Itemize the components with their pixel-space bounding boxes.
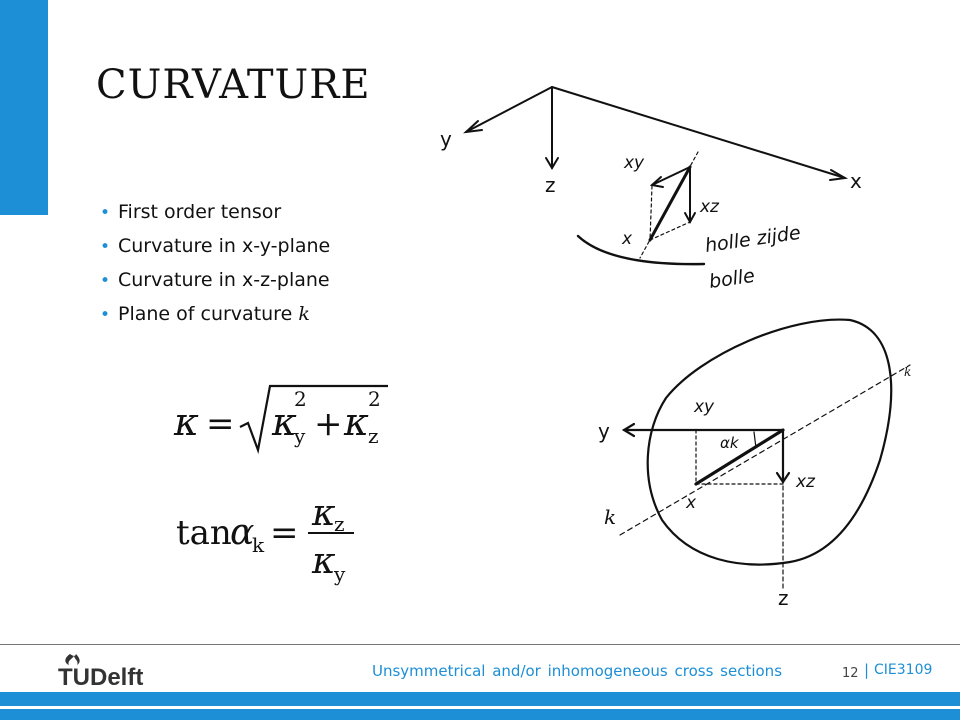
tudelft-logo [58,650,158,690]
axis-z-label: z [545,173,556,197]
formula-kappa: κ [312,541,336,582]
formula-kappa: κ [344,400,369,444]
footer-divider [0,644,960,645]
bottom-sketch-labels [598,365,911,610]
formula-equals: = [270,513,299,553]
x-label: x [622,229,633,249]
bullet-dot-icon: • [100,237,111,257]
formula-equals: = [206,404,235,444]
curvature-sketches [420,70,920,610]
formula-subscript: z [334,512,345,536]
xz-label: xz [796,472,815,492]
xy-label: xy [694,397,715,417]
formula-kappa: κ [312,495,336,534]
bullet-item [100,196,330,230]
concave-side-label: holle zijde [703,221,802,257]
bullet-text: Plane of curvature [118,303,299,325]
accent-bar [0,0,48,215]
bullet-item [100,230,330,264]
convex-side-label: bolle [707,264,757,293]
curvature-magnitude-formula [170,380,410,460]
slide-title: CURVATURE [96,62,371,108]
formula-subscript: y [334,562,346,586]
formula-subscript: y [294,424,306,448]
xy-label: xy [624,153,645,173]
bullet-text: First order tensor [118,201,282,223]
formula-tan: tan [176,513,232,553]
formula-kappa: κ [174,400,199,444]
cross-section-outline [648,320,891,565]
k-line-small-label: k [904,365,912,379]
axis-y-label: y [440,127,452,151]
formula-exponent: 2 [294,387,307,411]
footer-subtitle: Unsymmetrical and/or inhomogeneous cross sections [372,662,783,680]
formula-plus: + [314,404,343,444]
page-number: 12 [842,666,859,681]
curvature-angle-formula [170,495,370,590]
formula-subscript: z [368,424,379,448]
alpha-k-label: αk [720,434,739,452]
bullet-dot-icon: • [100,271,111,291]
k-line-label: k [604,505,617,529]
axis-y-label: y [598,419,610,443]
formula-exponent: 2 [368,387,381,411]
bullet-text: Curvature in x-z-plane [118,269,330,291]
bottom-sketch [620,320,910,590]
axis-x-label: x [850,169,862,193]
bullet-item [100,264,330,298]
bottom-bar [0,692,960,720]
formula-kappa: κ [272,400,297,444]
bullet-text: Curvature in x-y-plane [118,235,331,257]
footer-separator: | [864,661,870,679]
bullet-dot-icon: • [100,203,111,223]
bottom-bar-stripe [0,706,960,709]
formula-subscript: k [252,533,265,557]
curvature-plane-symbol: k [298,303,310,325]
formula-alpha: α [230,512,255,553]
x-label: x [686,493,697,513]
bullet-item [100,298,330,332]
xz-label: xz [700,197,719,217]
axis-z-label: z [778,586,789,610]
course-code: CIE3109 [874,662,933,678]
logo-wordmark: TUDelft [58,664,144,690]
bullet-dot-icon: • [100,305,111,325]
bullet-list [100,196,330,332]
